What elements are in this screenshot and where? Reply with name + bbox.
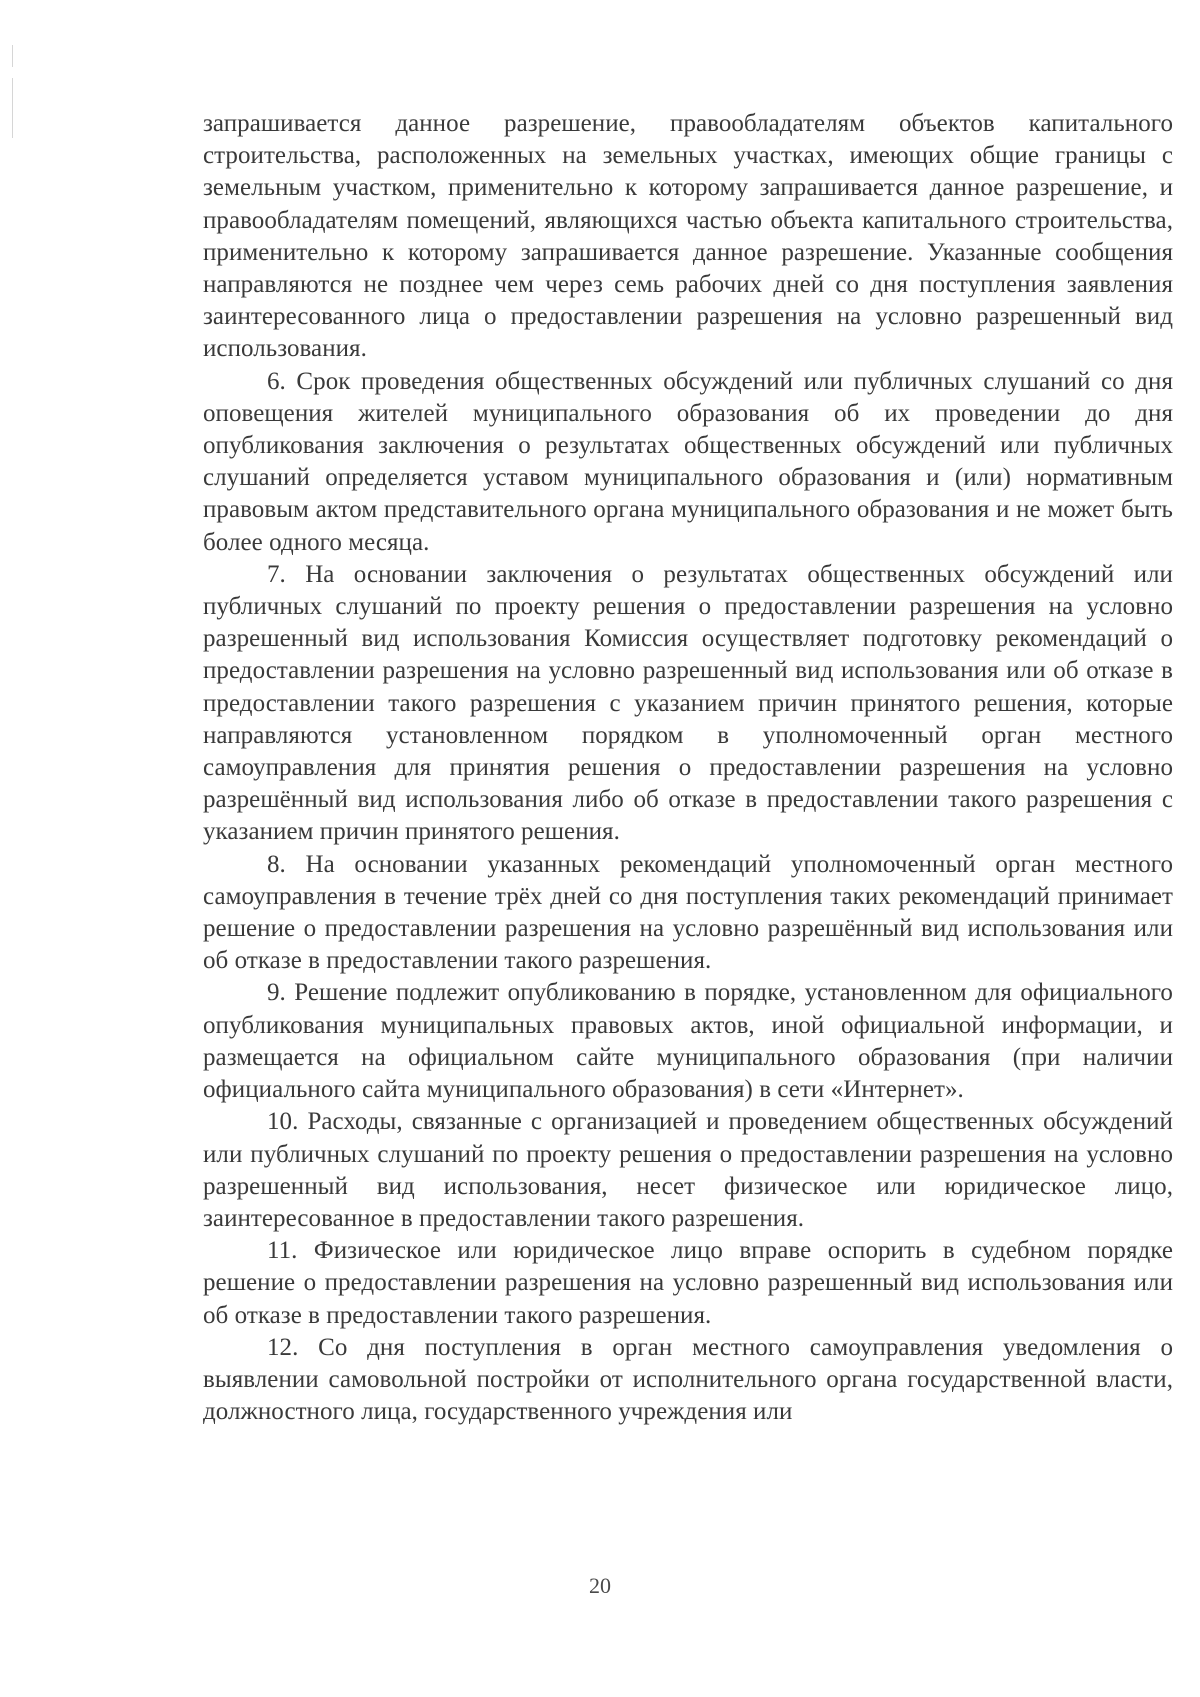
- paragraph-item-7: 7. На основании заключения о результатах общественных обсуждений или публичных слушаний по проекту решения о предоставлении разрешения на условно разрешенный вид использования Комиссия осуществляет подготовку рекомендаций о предоставлении разрешения на условно разрешенный вид использования или об отказе в предоставлении такого разрешения с указанием причин принятого решения, которые направляются установленном порядком в уполномоченный орган местного самоуправления для принятия решения о предоставлении разрешения на условно разрешённый вид использования либо об отказе в предоставлении такого разрешения с указанием причин принятого решения.: [203, 560, 1173, 846]
- paragraph-continuation: запрашивается данное разрешение, правообладателям объектов капитального строительства, расположенных на земельных участках, имеющих общие границы с земельным участком, применительно к которому запрашивается данное разрешение, и правообладателям помещений, являющихся частью объекта капитального строительства, применительно к которому запрашивается данное разрешение. Указанные сообщения направляются не позднее чем через семь рабочих дней со дня поступления заявления заинтересованного лица о предоставлении разрешения на условно разрешенный вид использования.: [203, 110, 1173, 363]
- paragraph-item-12: 12. Со дня поступления в орган местного самоуправления уведомления о выявлении самовольной постройки от исполнительного органа государственной власти, должностного лица, государственного учреждения или: [203, 1333, 1173, 1426]
- scan-margin-mark: [12, 78, 13, 138]
- scan-margin-mark: [12, 45, 13, 67]
- paragraph-item-8: 8. На основании указанных рекомендаций уполномоченный орган местного самоуправления в течение трёх дней со дня поступления таких рекомендаций принимает решение о предоставлении разрешения на условно разрешённый вид использования или об отказе в предоставлении такого разрешения.: [203, 850, 1173, 975]
- paragraph-item-10: 10. Расходы, связанные с организацией и проведением общественных обсуждений или публичных слушаний по проекту решения о предоставлении разрешения на условно разрешенный вид использования, несет физическое или юридическое лицо, заинтересованное в предоставлении такого разрешения.: [203, 1108, 1173, 1232]
- paragraph-item-11: 11. Физическое или юридическое лицо вправе оспорить в судебном порядке решение о предоставлении разрешения на условно разрешенный вид использования или об отказе в предоставлении такого разрешения.: [203, 1237, 1173, 1329]
- paragraph-item-6: 6. Срок проведения общественных обсуждений или публичных слушаний со дня оповещения жителей муниципального образования об их проведении до дня опубликования заключения о результатах общественных обсуждений или публичных слушаний определяется уставом муниципального образования и (или) нормативным правовым актом представительного органа муниципального образования и не может быть более одного месяца.: [203, 367, 1173, 556]
- paragraph-item-9: 9. Решение подлежит опубликованию в порядке, установленном для официального опубликования муниципальных правовых актов, иной официальной информации, и размещается на официальном сайте муниципального образования (при наличии официального сайта муниципального образования) в сети «Интернет».: [203, 979, 1173, 1104]
- document-body: [203, 108, 1173, 1428]
- page-number: 20: [589, 1573, 611, 1598]
